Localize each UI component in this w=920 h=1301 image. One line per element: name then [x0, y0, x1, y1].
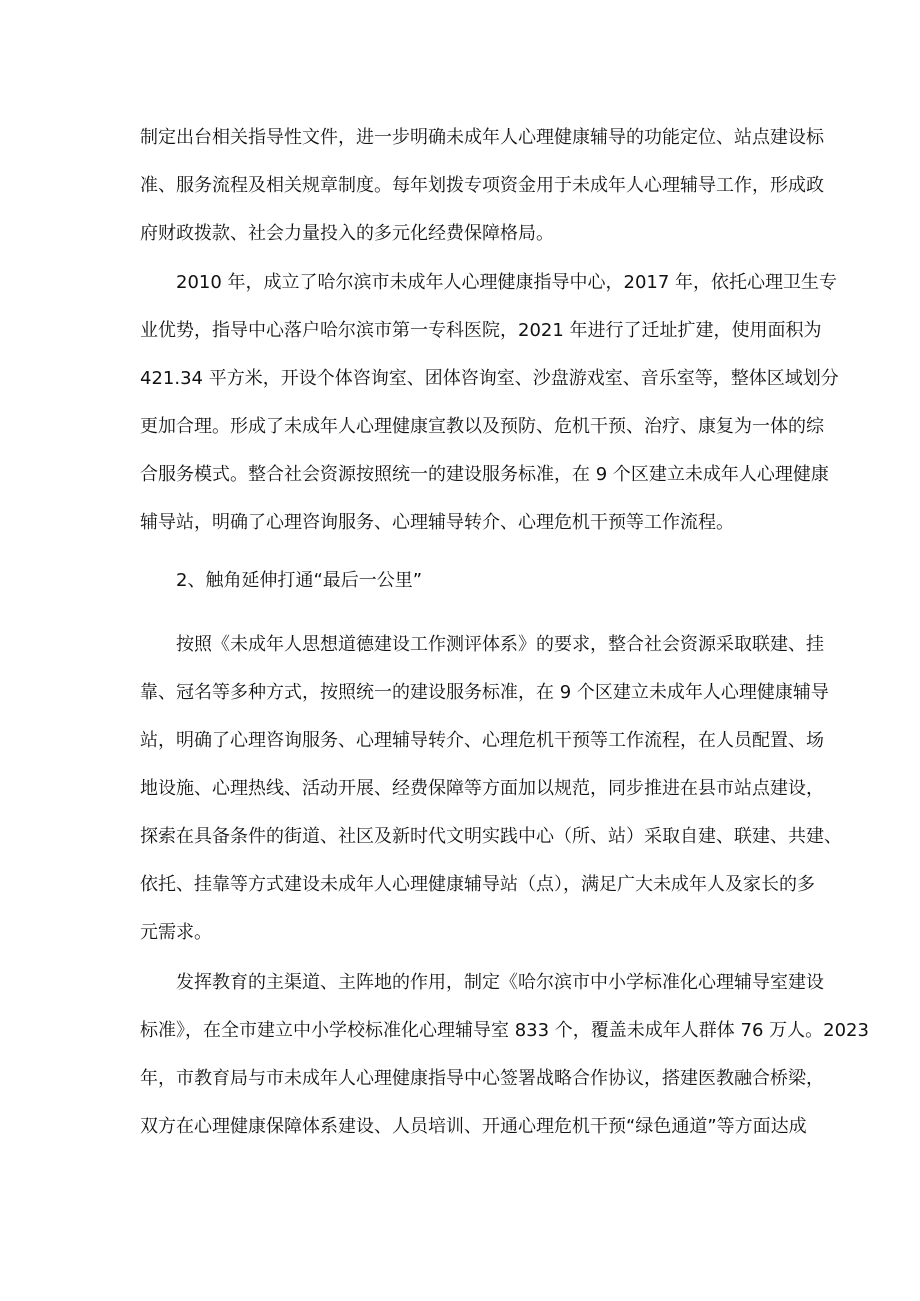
text-line: 业优势，指导中心落户哈尔滨市第一专科医院，2021 年进行了迁址扩建，使用面积为 — [140, 320, 822, 341]
text-line: 靠、冠名等多种方式，按照统一的建设服务标准，在 9 个区建立未成年人心理健康辅导 — [140, 682, 829, 703]
text-line: 元需求。 — [140, 922, 212, 943]
text-line: 地设施、心理热线、活动开展、经费保障等方面加以规范，同步推进在县市站点建设， — [140, 778, 824, 799]
text-line: 标准》，在全市建立中小学校标准化心理辅导室 833 个，覆盖未成年人群体 76 万人。2023 — [140, 1020, 869, 1041]
text-line: 更加合理。形成了未成年人心理健康宣教以及预防、危机干预、治疗、康复为一体的综 — [140, 416, 824, 437]
text-line: 依托、挂靠等方式建设未成年人心理健康辅导站（点），满足广大未成年人及家长的多 — [140, 874, 815, 895]
text-line: 府财政拨款、社会力量投入的多元化经费保障格局。 — [140, 223, 554, 244]
text-line: 按照《未成年人思想道德建设工作测评体系》的要求，整合社会资源采取联建、挂 — [176, 634, 824, 655]
text-line: 年，市教育局与市未成年人心理健康指导中心签署战略合作协议，搭建医教融合桥梁， — [140, 1068, 824, 1089]
text-line: 2010 年，成立了哈尔滨市未成年人心理健康指导中心，2017 年，依托心理卫生专 — [176, 272, 838, 293]
text-line: 421.34 平方米，开设个体咨询室、团体咨询室、沙盘游戏室、音乐室等，整体区域划分 — [140, 368, 839, 389]
text-line: 双方在心理健康保障体系建设、人员培训、开通心理危机干预“绿色通道”等方面达成 — [140, 1116, 807, 1137]
text-line: 发挥教育的主渠道、主阵地的作用，制定《哈尔滨市中小学标准化心理辅导室建设 — [176, 972, 824, 993]
text-line: 合服务模式。整合社会资源按照统一的建设服务标准，在 9 个区建立未成年人心理健康 — [140, 464, 829, 485]
text-line: 探索在具备条件的街道、社区及新时代文明实践中心（所、站）采取自建、联建、共建、 — [140, 826, 842, 847]
text-line: 辅导站，明确了心理咨询服务、心理辅导转介、心理危机干预等工作流程。 — [140, 512, 734, 533]
text-line: 站，明确了心理咨询服务、心理辅导转介、心理危机干预等工作流程，在人员配置、场 — [140, 730, 824, 751]
text-line: 准、服务流程及相关规章制度。每年划拨专项资金用于未成年人心理辅导工作，形成政 — [140, 175, 824, 196]
text-line: 制定出台相关指导性文件，进一步明确未成年人心理健康辅导的功能定位、站点建设标 — [140, 127, 824, 148]
section-heading: 2、触角延伸打通“最后一公里” — [176, 570, 423, 591]
